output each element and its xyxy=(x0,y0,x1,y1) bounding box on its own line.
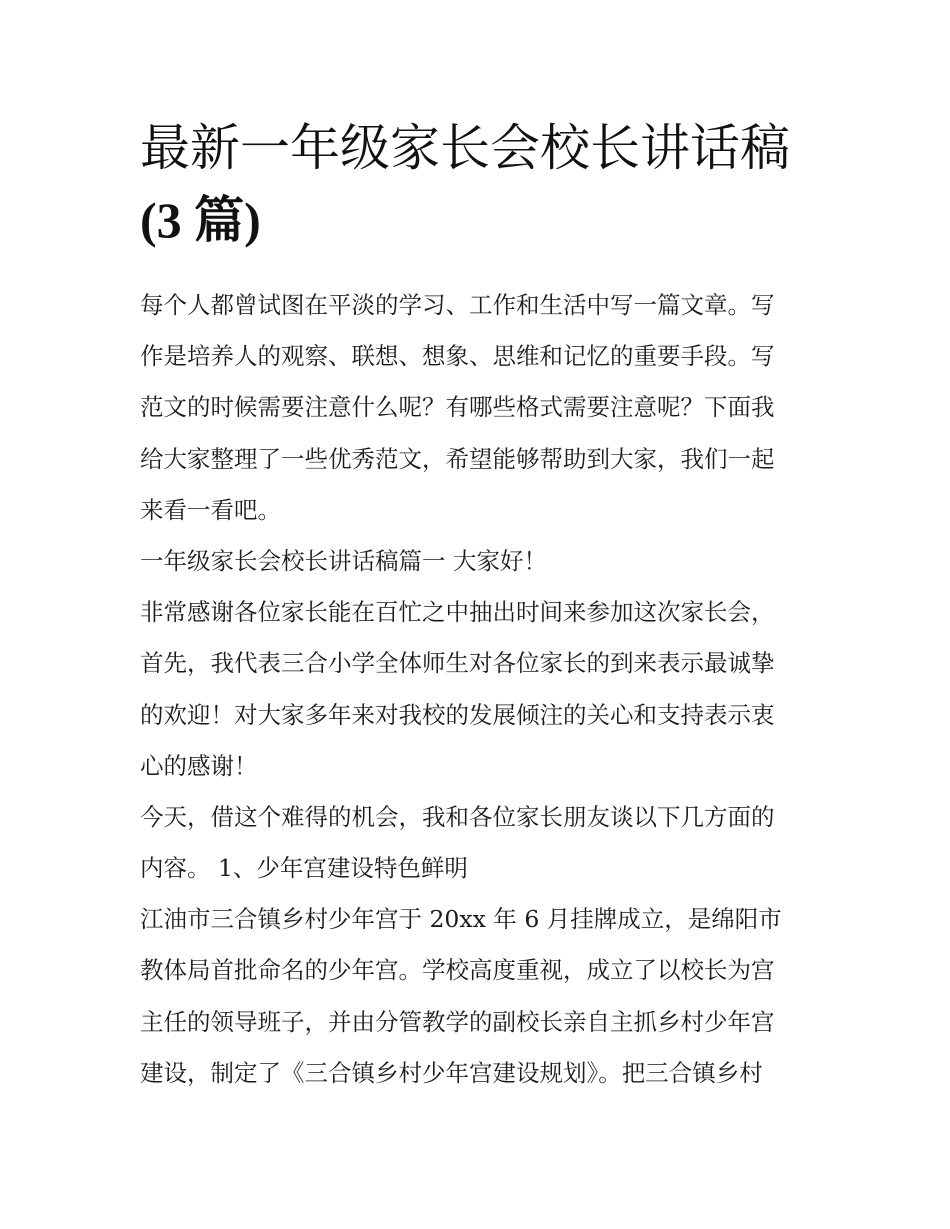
title-line-1: 最新一年级家长会校长讲话稿 xyxy=(140,119,790,177)
document-title xyxy=(140,112,820,256)
body-line: 首先，我代表三合小学全体师生对各位家长的到来表示最诚挚 xyxy=(140,649,775,678)
body-line: 非常感谢各位家长能在百忙之中抽出时间来参加这次家长会， xyxy=(140,598,775,627)
document-body xyxy=(140,280,820,1099)
section-heading-line: 一年级家长会校长讲话稿篇一 大家好！ xyxy=(140,546,547,575)
body-line: 范文的时候需要注意什么呢？有哪些格式需要注意呢？下面我 xyxy=(140,393,775,422)
body-line: 今天，借这个难得的机会，我和各位家长朋友谈以下几方面的 xyxy=(140,802,775,831)
body-line: 内容。 1、少年宫建设特色鲜明 xyxy=(140,854,468,883)
body-line: 来看一看吧。 xyxy=(140,495,281,524)
body-line: 江油市三合镇乡村少年宫于 20xx 年 6 月挂牌成立，是绵阳市 xyxy=(140,905,782,934)
body-line: 的欢迎！对大家多年来对我校的发展倾注的关心和支持表示衷 xyxy=(140,700,775,729)
body-line: 作是培养人的观察、联想、想象、思维和记忆的重要手段。写 xyxy=(140,342,775,371)
body-line: 教体局首批命名的少年宫。学校高度重视，成立了以校长为宫 xyxy=(140,956,775,985)
body-line: 每个人都曾试图在平淡的学习、工作和生活中写一篇文章。写 xyxy=(140,291,775,319)
title-line-2: (3 篇) xyxy=(140,192,261,248)
body-line: 给大家整理了一些优秀范文，希望能够帮助到大家，我们一起 xyxy=(140,444,775,473)
body-line: 建设，制定了《三合镇乡村少年宫建设规划》。把三合镇乡村 xyxy=(140,1058,763,1087)
body-line: 主任的领导班子，并由分管教学的副校长亲自主抓乡村少年宫 xyxy=(140,1007,775,1036)
body-line: 心的感谢！ xyxy=(140,751,258,780)
